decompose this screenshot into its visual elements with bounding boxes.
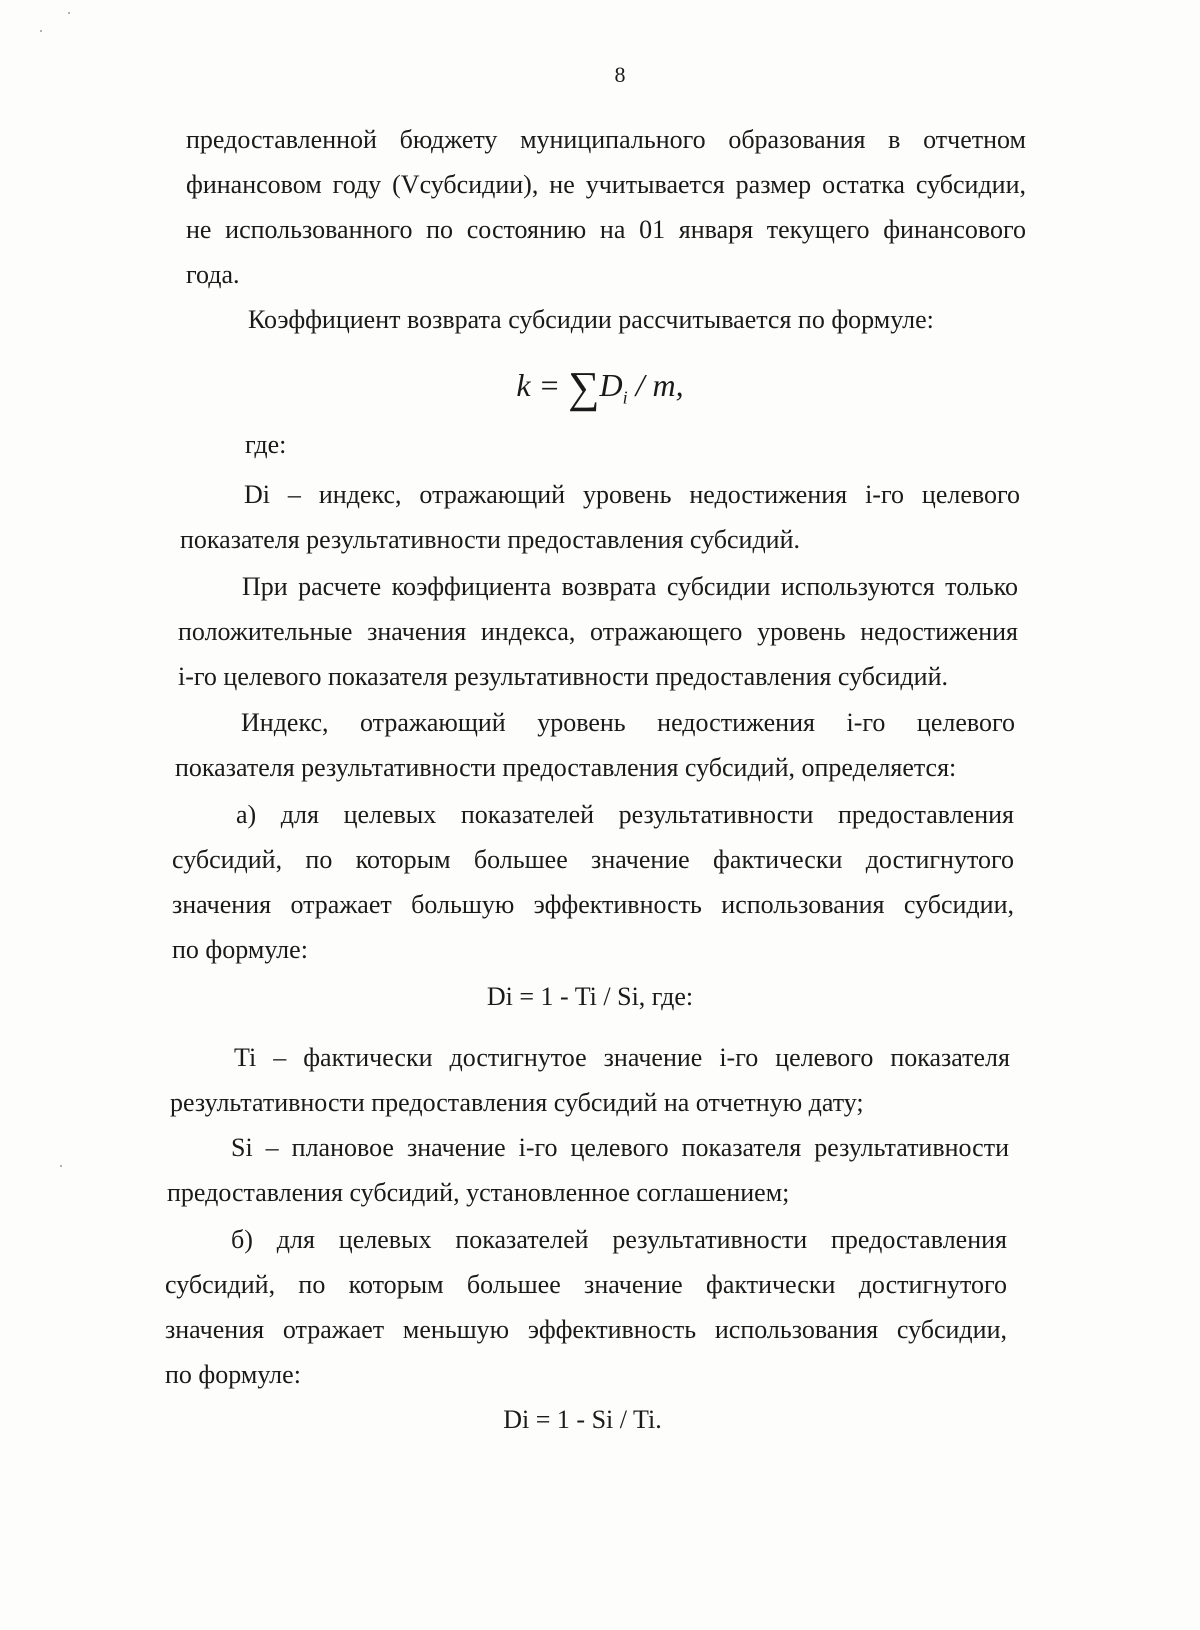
text-line: б) для целевых показателей результативности предоставления [231,1225,1007,1254]
text-line: значения отражает меньшую эффективность использования субсидии, [165,1315,1007,1344]
formula-case-a [0,974,1180,1019]
text-line: Si – плановое значение i-го целевого показателя результативности [231,1133,1009,1162]
text-line: где: [245,430,287,459]
paragraph-continuation [186,117,1026,297]
text-line: предоставления субсидий, установленное соглашением; [167,1178,790,1207]
formula-text: Di = 1 - Si / Ti. [503,1405,662,1434]
text-line: показателя результативности предоставления субсидий. [180,525,801,554]
scan-speck [40,30,42,32]
text-line: финансовом году (Vсубсидии), не учитывается размер остатка субсидии, [186,170,1026,199]
paragraph-ti-definition [170,1035,1010,1125]
formula-k [0,362,1200,413]
text-line: Индекс, отражающий уровень недостижения i-го целевого [241,708,1015,737]
paragraph-coefficient-intro [248,297,968,342]
text-line: При расчете коэффициента возврата субсидии используются только [242,572,1018,601]
text-line: значения отражает большую эффективность использования субсидии, [172,890,1014,919]
paragraph-si-definition [167,1125,1009,1215]
text-line: Коэффициент возврата субсидии рассчитывается по формуле: [248,305,934,334]
sigma-symbol: ∑ [568,363,600,412]
paragraph-case-a [172,792,1014,972]
text-line: субсидий, по которым большее значение фактически достигнутого [165,1270,1007,1299]
paragraph-case-b [165,1217,1007,1397]
formula-case-b [0,1397,1165,1442]
text-line: по формуле: [165,1360,301,1389]
text-line: года. [186,260,240,289]
formula-k-d: D [599,367,623,403]
text-line: не использованного по состоянию на 01 января текущего финансового [186,215,1026,244]
text-line: i-го целевого показателя результативности предоставления субсидий. [178,662,948,691]
text-line: предоставленной бюджету муниципального образования в отчетном [186,125,1026,154]
paragraph-index-definition [175,700,1015,790]
formula-text: Di = 1 - Ti / Si, где: [486,982,694,1011]
paragraph-positive-values [178,564,1018,699]
formula-k-left: k = [516,367,569,403]
text-line: субсидий, по которым большее значение фактически достигнутого [172,845,1014,874]
text-line: Di – индекс, отражающий уровень недостижения i-го целевого [244,480,1020,509]
scan-speck [60,1165,62,1167]
where-label [245,422,445,467]
formula-k-subscript: i [622,387,628,408]
text-line: результативности предоставления субсидий на отчетную дату; [170,1088,864,1117]
formula-k-right: / m, [627,367,684,403]
scan-speck [68,12,70,14]
text-line: по формуле: [172,935,308,964]
text-line: а) для целевых показателей результативности предоставления [236,800,1014,829]
text-line: Ti – фактически достигнутое значение i-го целевого показателя [234,1043,1010,1072]
page-number: 8 [614,62,626,87]
text-line: показателя результативности предоставления субсидий, определяется: [175,753,957,782]
paragraph-di-definition [180,472,1020,562]
text-line: положительные значения индекса, отражающего уровень недостижения [178,617,1018,646]
